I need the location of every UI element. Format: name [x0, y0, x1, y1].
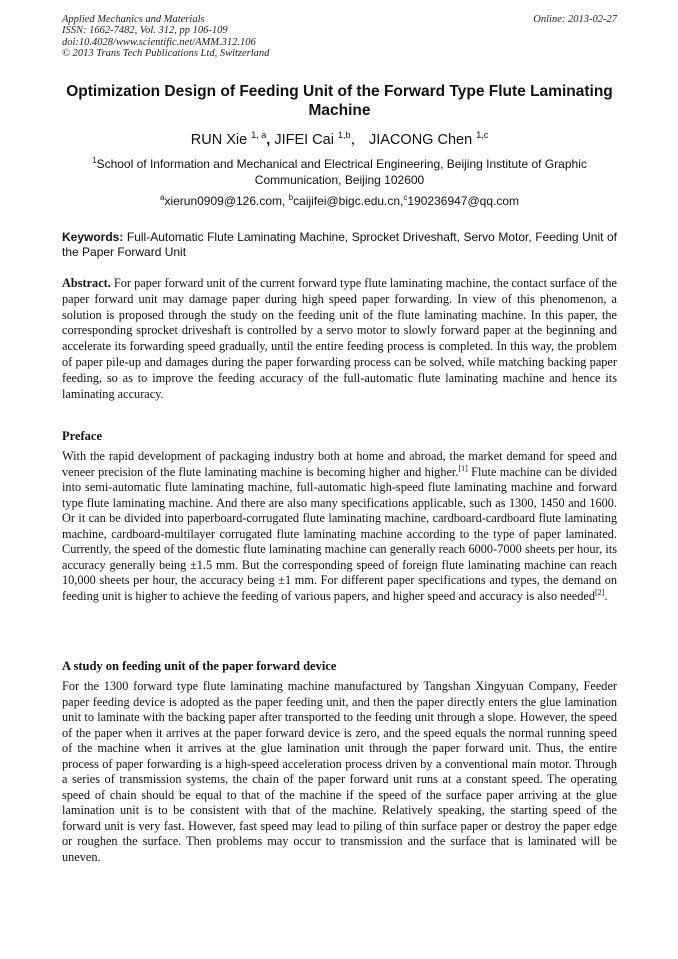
affiliation-mark: 1	[92, 156, 97, 165]
copyright-line: © 2013 Trans Tech Publications Ltd, Switzerland	[62, 48, 270, 60]
email-mark: a	[159, 193, 165, 202]
study-paragraph: For the 1300 forward type flute laminating machine manufactured by Tangshan Xingyuan Company, Feeder paper feeding device is adopted as the paper feeding unit, and then the paper directly enters the glue lamination unit to laminate with the backing paper after transported to the feeding unit through a slope. However, the speed of the paper when it arrives at the paper forward device is zero, and the speed equals the normal running speed of the machine when it arrives at the glue lamination unit through the paper forward unit. Thus, the entire process of paper forwarding is a high-speed acceleration process driven by a conventional main motor. Through a series of transmission systems, the chain of the paper forward unit runs at a constant speed. The operating speed of chain should be equal to that of the machine if the speed of the surface paper arriving at the glue lamination unit is to be consistent with that of the machine. Relatively speaking, the starting speed of the forward unit is very fast. However, fast speed may lead to piling of thin surface paper or destroy the paper edge or roughen the surface. Then problems may occur to transmission and the surface that is laminated will be uneven.	[62, 679, 617, 864]
keywords-label: Keywords:	[62, 230, 124, 244]
abstract-text: For paper forward unit of the current forward type flute laminating machine, the contact surface of the paper forward unit may damage paper during high speed paper forwarding. In view of this phenomenon, a solution is proposed through the study on the feeding unit of the flute laminating machine. In this paper, the corresponding sprocket driveshaft is controlled by a servo motor to slowly forward paper at the beginning and accelerate its forwarding speed gradually, until the entire feeding process is completed. In this way, the problem of paper pile-up and damages during the paper forwarding process can be solved, while matching backing paper feeding, so as to improve the feeding accuracy of the full-automatic flute laminating machine and hence its laminating accuracy.	[62, 276, 617, 401]
author-name: JIACONG Chen	[369, 132, 477, 148]
author-name: RUN Xie	[190, 132, 252, 148]
citation-ref[interactable]: [2]	[595, 587, 605, 597]
section-heading-study: A study on feeding unit of the paper forward device	[62, 659, 337, 673]
online-date: Online: 2013-02-27	[533, 14, 617, 25]
preface-paragraph	[62, 449, 617, 604]
keywords	[62, 230, 617, 260]
preface-text: Flute machine can be divided into semi-automatic flute laminating machine, full-automatic high-speed flute laminating machine and forward type flute laminating machine. And there are also many specifications applicable, such as 1300, 1450 and 1600. Or it can be divided into paperboard-corrugated flute laminating machine, cardboard-cardboard flute laminating machine, cardboard-multilayer corrugated flute laminating machine according to the type of paper laminated. Currently, the speed of the domestic flute laminating machine can generally reach 6000-7000 sheets per hour, its accuracy generally being ±1.5 mm. But the corresponding speed of foreign flute laminating machine can reach 10,000 sheets per hour, the accuracy being ±1 mm. For different paper specifications and types, the demand on feeding unit is higher to achieve the feeding of various papers, and higher speed and accuracy is also needed	[62, 464, 618, 603]
paper-title: Optimization Design of Feeding Unit of the Forward Type Flute Laminating Machine	[66, 83, 613, 119]
email-link[interactable]: 190236947@qq.com	[407, 194, 520, 208]
citation-ref[interactable]: [1]	[458, 463, 468, 473]
email-link[interactable]: xierun0909@126.com,	[164, 194, 289, 208]
section-heading-preface: Preface	[62, 429, 103, 443]
author-affiliation-mark: 1, a	[251, 130, 267, 140]
author-separator: ,	[266, 132, 275, 148]
keywords-text: Full-Automatic Flute Laminating Machine, Sprocket Driveshaft, Servo Motor, Feeding Unit of the Paper Forward Unit	[62, 230, 617, 259]
preface-text: With the rapid development of packaging industry both at home and abroad, the market demand for speed and veneer precision of the flute laminating machine is becoming higher and higher.	[62, 449, 617, 479]
affiliation	[62, 156, 617, 188]
author-affiliation-mark: 1,b	[337, 130, 351, 140]
email-mark: b	[288, 193, 294, 202]
abstract	[62, 276, 617, 402]
journal-name: Applied Mechanics and Materials	[62, 14, 205, 25]
preface-text-end: .	[604, 588, 608, 603]
author-name: JIFEI Cai	[274, 132, 338, 148]
email-link[interactable]: caijifei@bigc.edu.cn,	[293, 194, 404, 208]
issn-line: ISSN: 1662-7482, Vol. 312, pp 106-109	[62, 25, 228, 37]
abstract-label: Abstract.	[62, 276, 111, 290]
author-emails	[62, 193, 617, 209]
author-affiliation-mark: 1,c	[476, 130, 489, 140]
author-separator: ，	[350, 132, 370, 148]
email-mark: c	[403, 193, 408, 202]
affiliation-text: School of Information and Mechanical and Electrical Engineering, Beijing Institute of Graphic Communication, Beijing 102600	[96, 157, 587, 187]
author-list	[62, 131, 617, 149]
doi-line: doi:10.4028/www.scientific.net/AMM.312.106	[62, 36, 256, 48]
journal-header	[62, 14, 617, 60]
